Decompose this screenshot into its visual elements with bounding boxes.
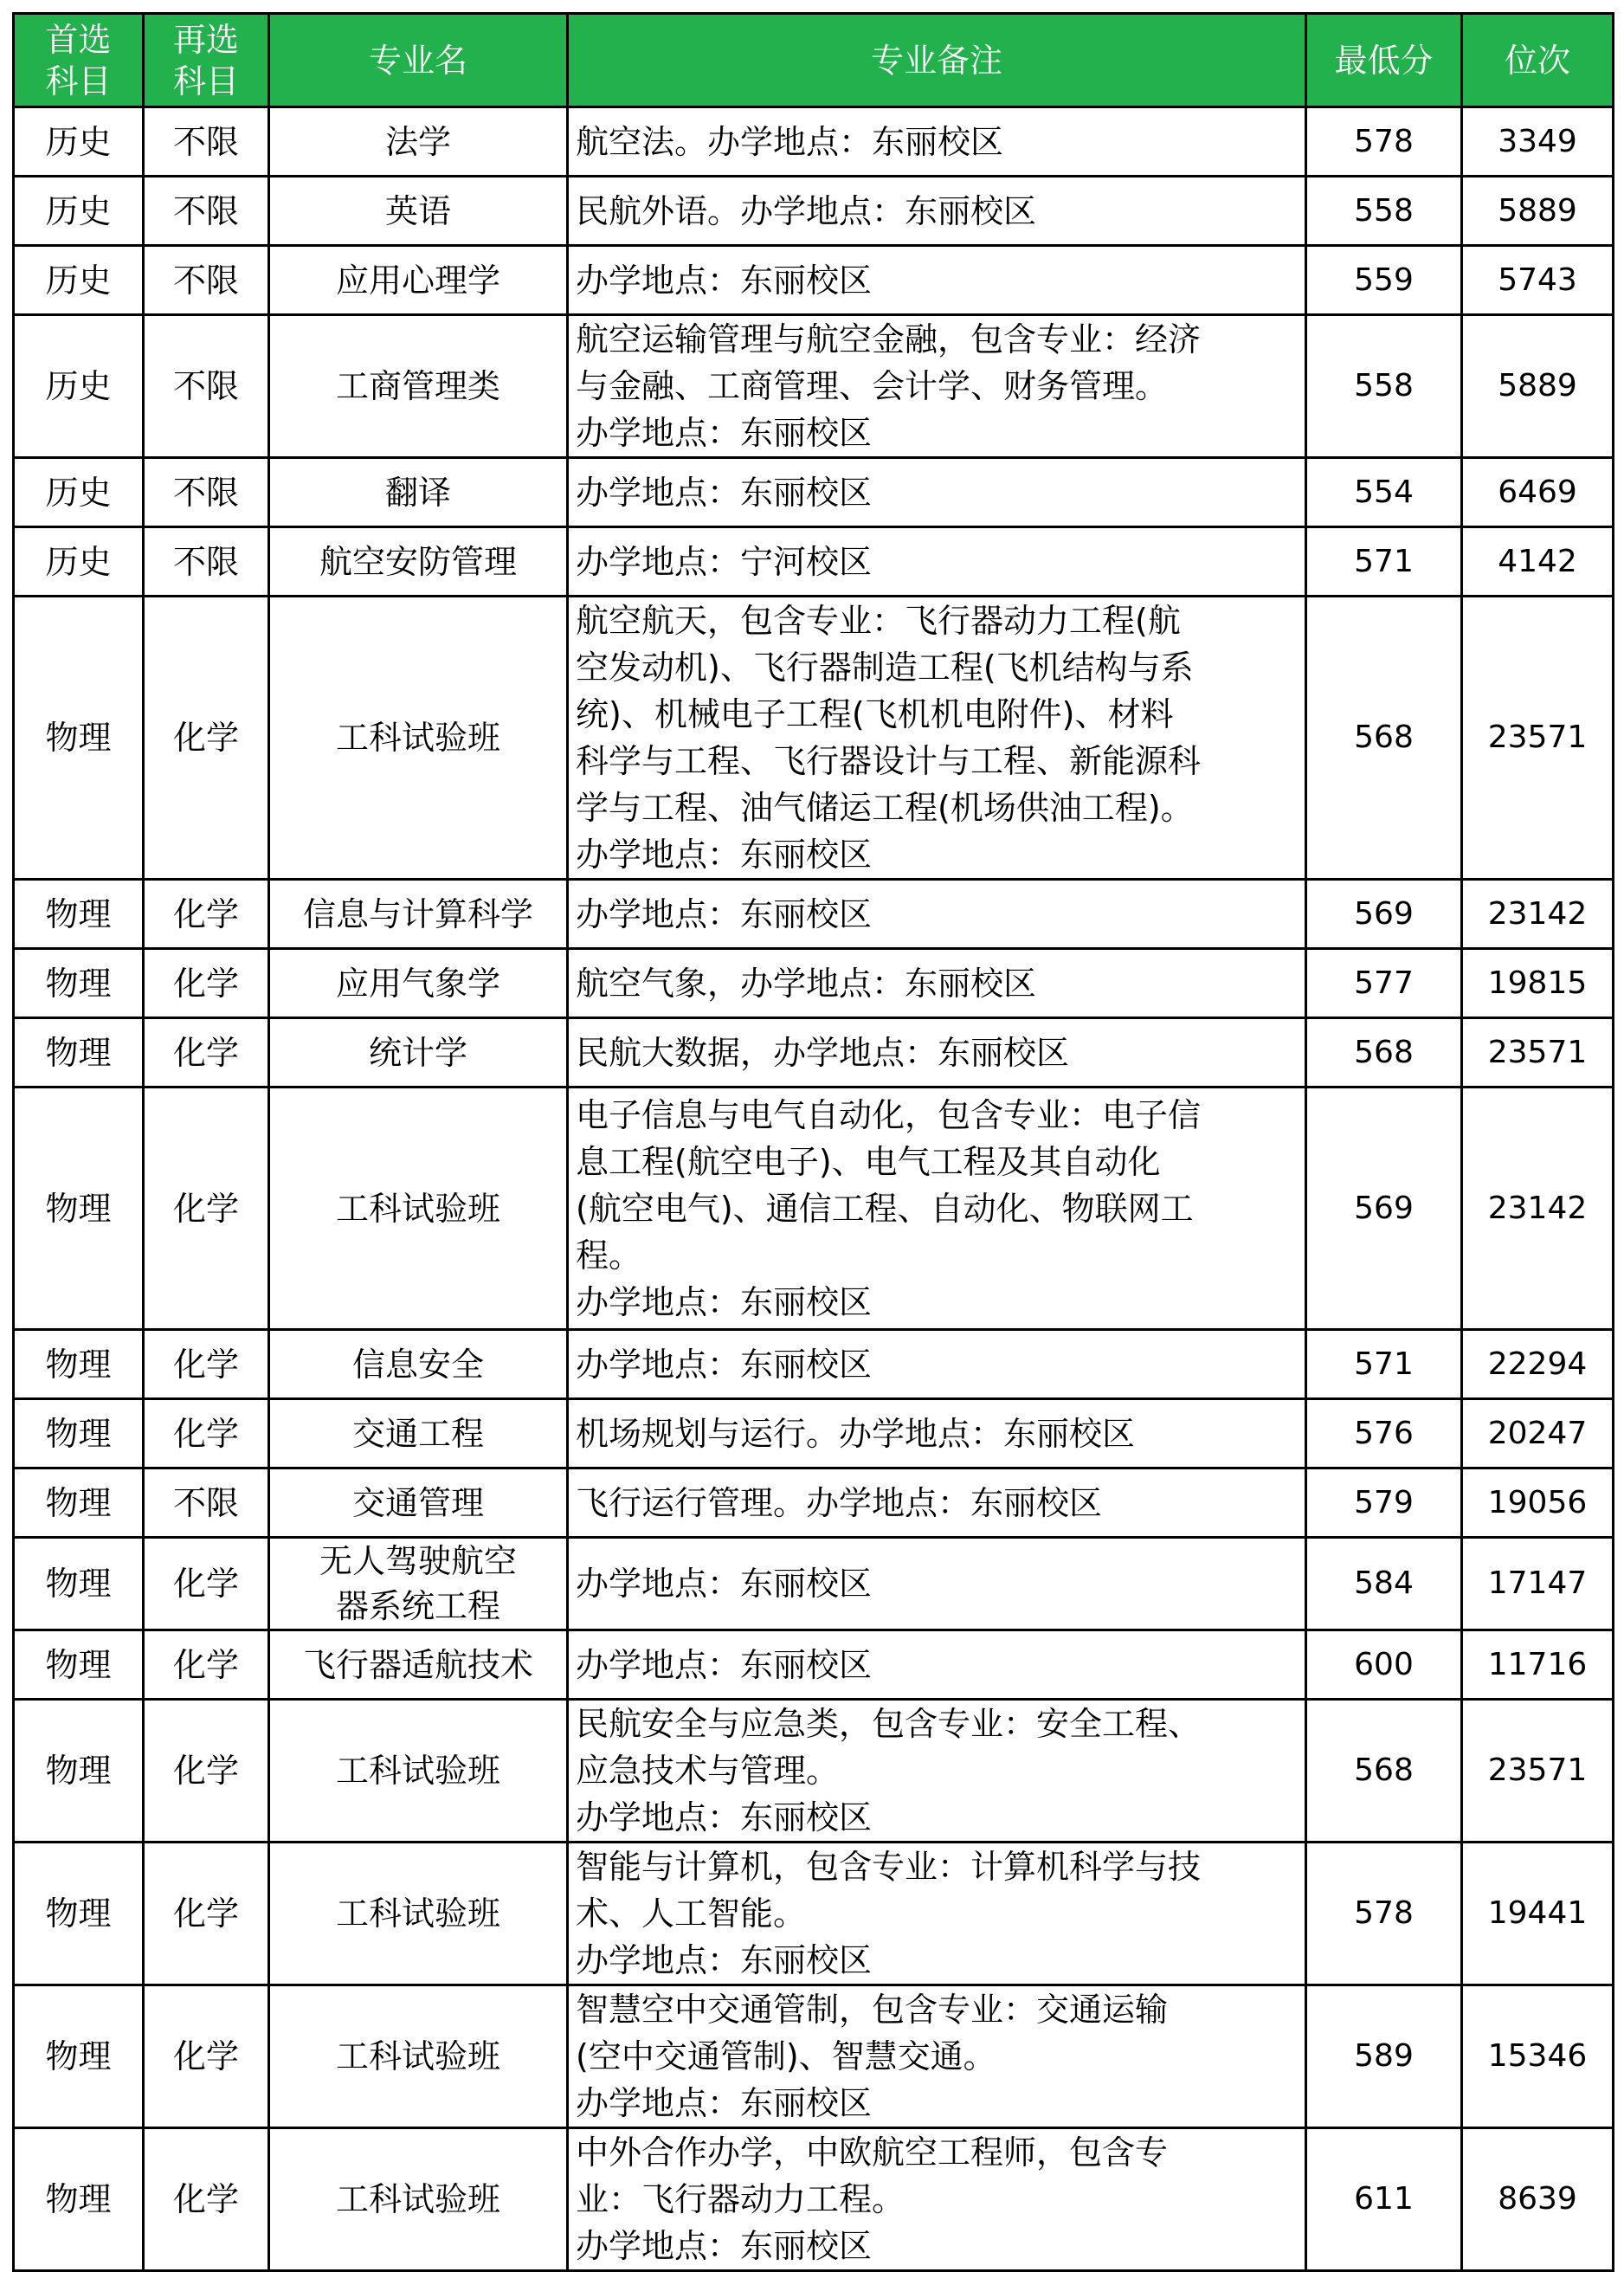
major-note-line: 术、人工智能。 [576, 1894, 807, 1933]
cell-first-subject: 物理 [14, 1018, 144, 1088]
cell-rank: 19815 [1462, 949, 1614, 1018]
major-note-line: 应急技术与管理。 [576, 1752, 840, 1790]
cell-second-subject: 不限 [144, 527, 269, 597]
cell-min-score: 600 [1306, 1630, 1462, 1700]
major-name-line: 翻译 [384, 473, 451, 512]
cell-second-subject: 化学 [144, 1985, 269, 2128]
major-note-line: (空中交通管制)、智慧交通。 [576, 2037, 996, 2075]
cell-rank: 6469 [1462, 458, 1614, 527]
header-major-name: 专业名 [269, 14, 568, 107]
major-name-line: 工科试验班 [335, 2180, 500, 2218]
table-row [14, 597, 1614, 880]
cell-major-note [568, 880, 1306, 949]
major-note-line: 办学地点：东丽校区 [576, 2227, 873, 2265]
cell-major-note [568, 1538, 1306, 1630]
cell-second-subject: 不限 [144, 107, 269, 177]
cell-min-score: 569 [1306, 1088, 1462, 1330]
major-note-line: 办学地点：宁河校区 [576, 542, 873, 581]
cell-second-subject: 不限 [144, 177, 269, 246]
major-note-line: 民航大数据，办学地点：东丽校区 [576, 1033, 1070, 1072]
cell-first-subject: 历史 [14, 458, 144, 527]
major-note-line: 航空法。办学地点：东丽校区 [576, 122, 1004, 161]
major-note-line: 办学地点：东丽校区 [576, 1345, 873, 1384]
cell-major-note [568, 1018, 1306, 1088]
cell-rank: 11716 [1462, 1630, 1614, 1700]
cell-second-subject: 化学 [144, 1018, 269, 1088]
cell-major-name [269, 458, 568, 527]
cell-major-name [269, 1843, 568, 1985]
cell-first-subject: 历史 [14, 246, 144, 315]
admission-score-table [12, 12, 1614, 2272]
major-note-line: 办学地点：东丽校区 [576, 894, 873, 933]
cell-rank: 5889 [1462, 177, 1614, 246]
major-note-line: 办学地点：东丽校区 [576, 261, 873, 300]
cell-rank: 23571 [1462, 597, 1614, 880]
cell-min-score: 578 [1306, 1843, 1462, 1985]
cell-second-subject: 化学 [144, 597, 269, 880]
cell-second-subject: 化学 [144, 1399, 269, 1468]
cell-second-subject: 不限 [144, 458, 269, 527]
major-name-line: 航空安防管理 [319, 542, 517, 581]
major-name-line: 飞行器适航技术 [302, 1645, 533, 1684]
cell-rank: 4142 [1462, 527, 1614, 597]
major-name-line: 无人驾驶航空 [319, 1542, 517, 1580]
major-name-line: 工科试验班 [335, 719, 500, 757]
table-row [14, 1018, 1614, 1088]
cell-major-note [568, 949, 1306, 1018]
cell-second-subject: 化学 [144, 1843, 269, 1985]
major-name-line: 交通工程 [351, 1414, 484, 1453]
major-note-line: 与金融、工商管理、会计学、财务管理。 [576, 367, 1169, 405]
table-row [14, 1630, 1614, 1700]
cell-major-note [568, 246, 1306, 315]
cell-rank: 22294 [1462, 1330, 1614, 1399]
major-note-line: 智慧空中交通管制，包含专业：交通运输 [576, 1991, 1169, 2029]
cell-min-score: 577 [1306, 949, 1462, 1018]
table-row [14, 246, 1614, 315]
major-note-line: 中外合作办学，中欧航空工程师，包含专 [576, 2133, 1169, 2172]
cell-major-name [269, 880, 568, 949]
table-row [14, 1538, 1614, 1630]
major-name-line: 工科试验班 [335, 1752, 500, 1790]
major-name-line: 工科试验班 [335, 2037, 500, 2075]
cell-second-subject: 化学 [144, 1330, 269, 1399]
cell-rank: 5743 [1462, 246, 1614, 315]
cell-min-score: 554 [1306, 458, 1462, 527]
cell-major-note [568, 1330, 1306, 1399]
major-note-line: 飞行运行管理。办学地点：东丽校区 [576, 1483, 1103, 1522]
cell-rank: 23142 [1462, 880, 1614, 949]
cell-major-note [568, 1399, 1306, 1468]
header-rank: 位次 [1462, 14, 1614, 107]
table-row [14, 880, 1614, 949]
major-note-line: 办学地点：东丽校区 [576, 414, 873, 452]
major-name-line: 英语 [384, 191, 451, 230]
cell-major-name [269, 1700, 568, 1843]
cell-min-score: 568 [1306, 1018, 1462, 1088]
cell-first-subject: 物理 [14, 1468, 144, 1538]
major-name-line: 工科试验班 [335, 1894, 500, 1933]
cell-first-subject: 物理 [14, 1985, 144, 2128]
cell-first-subject: 历史 [14, 315, 144, 458]
cell-major-note [568, 527, 1306, 597]
major-note-line: 民航安全与应急类，包含专业：安全工程、 [576, 1705, 1202, 1743]
table-row [14, 949, 1614, 1018]
table-row [14, 1985, 1614, 2128]
cell-first-subject: 物理 [14, 880, 144, 949]
cell-first-subject: 物理 [14, 597, 144, 880]
cell-major-note [568, 1843, 1306, 1985]
cell-first-subject: 物理 [14, 2128, 144, 2271]
major-note-line: 科学与工程、飞行器设计与工程、新能源科 [576, 742, 1202, 780]
cell-major-note [568, 1088, 1306, 1330]
cell-rank: 20247 [1462, 1399, 1614, 1468]
cell-major-name [269, 1399, 568, 1468]
major-note-line: 智能与计算机，包含专业：计算机科学与技 [576, 1848, 1202, 1886]
major-note-line: 办学地点：东丽校区 [576, 1282, 873, 1321]
header-first-subject: 首选 科目 [14, 14, 144, 107]
cell-second-subject: 化学 [144, 1700, 269, 1843]
cell-min-score: 576 [1306, 1399, 1462, 1468]
cell-min-score: 578 [1306, 107, 1462, 177]
cell-min-score: 584 [1306, 1538, 1462, 1630]
table-row [14, 1468, 1614, 1538]
cell-major-note [568, 1985, 1306, 2128]
cell-rank: 19056 [1462, 1468, 1614, 1538]
cell-rank: 5889 [1462, 315, 1614, 458]
major-name-line: 信息安全 [351, 1345, 484, 1384]
major-name-line: 信息与计算科学 [302, 894, 533, 933]
table-row [14, 527, 1614, 597]
major-note-line: 学与工程、油气储运工程(机场供油工程)。 [576, 789, 1194, 827]
cell-major-name [269, 1018, 568, 1088]
major-note-line: 航空运输管理与航空金融，包含专业：经济 [576, 320, 1202, 358]
header-min-score: 最低分 [1306, 14, 1462, 107]
cell-min-score: 559 [1306, 246, 1462, 315]
major-name-line: 统计学 [368, 1033, 467, 1072]
header-major-note: 专业备注 [568, 14, 1306, 107]
cell-major-note [568, 1468, 1306, 1538]
cell-first-subject: 物理 [14, 1843, 144, 1985]
cell-rank: 15346 [1462, 1985, 1614, 2128]
major-note-line: 统)、机械电子工程(飞机机电附件)、材料 [576, 695, 1174, 733]
cell-first-subject: 物理 [14, 1330, 144, 1399]
cell-rank: 23142 [1462, 1088, 1614, 1330]
cell-second-subject: 化学 [144, 880, 269, 949]
cell-min-score: 569 [1306, 880, 1462, 949]
cell-second-subject: 不限 [144, 315, 269, 458]
major-name-line: 法学 [384, 122, 451, 161]
major-note-line: (航空电气)、通信工程、自动化、物联网工 [576, 1189, 1194, 1228]
cell-rank: 3349 [1462, 107, 1614, 177]
cell-first-subject: 物理 [14, 949, 144, 1018]
cell-min-score: 571 [1306, 527, 1462, 597]
cell-major-name [269, 597, 568, 880]
major-note-line: 办学地点：东丽校区 [576, 1798, 873, 1836]
cell-first-subject: 物理 [14, 1630, 144, 1700]
cell-major-name [269, 1330, 568, 1399]
cell-major-name [269, 1088, 568, 1330]
cell-second-subject: 化学 [144, 949, 269, 1018]
major-note-line: 航空气象，办学地点：东丽校区 [576, 964, 1037, 1003]
major-note-line: 办学地点：东丽校区 [576, 2084, 873, 2122]
admission-table-wrapper [12, 12, 1614, 2272]
cell-major-name [269, 1468, 568, 1538]
major-note-line: 业：飞行器动力工程。 [576, 2180, 905, 2218]
cell-min-score: 568 [1306, 1700, 1462, 1843]
table-row [14, 1399, 1614, 1468]
major-note-line: 空发动机)、飞行器制造工程(飞机结构与系 [576, 649, 1194, 687]
cell-min-score: 589 [1306, 1985, 1462, 2128]
cell-second-subject: 不限 [144, 246, 269, 315]
major-name-line: 工商管理类 [335, 367, 500, 405]
cell-second-subject: 化学 [144, 2128, 269, 2271]
cell-rank: 23571 [1462, 1700, 1614, 1843]
cell-major-note [568, 597, 1306, 880]
cell-min-score: 579 [1306, 1468, 1462, 1538]
major-note-line: 息工程(航空电子)、电气工程及其自动化 [576, 1142, 1161, 1181]
header-second-subject: 再选 科目 [144, 14, 269, 107]
cell-major-name [269, 177, 568, 246]
cell-min-score: 568 [1306, 597, 1462, 880]
cell-major-note [568, 107, 1306, 177]
major-name-line: 工科试验班 [335, 1189, 500, 1228]
cell-major-name [269, 1630, 568, 1700]
table-row [14, 458, 1614, 527]
major-note-line: 办学地点：东丽校区 [576, 1645, 873, 1684]
cell-major-name [269, 949, 568, 1018]
cell-second-subject: 化学 [144, 1538, 269, 1630]
cell-first-subject: 物理 [14, 1399, 144, 1468]
cell-rank: 8639 [1462, 2128, 1614, 2271]
cell-major-name [269, 246, 568, 315]
cell-major-name [269, 527, 568, 597]
table-row [14, 1700, 1614, 1843]
major-note-line: 程。 [576, 1236, 642, 1275]
cell-first-subject: 历史 [14, 527, 144, 597]
cell-rank: 23571 [1462, 1018, 1614, 1088]
cell-major-note [568, 1700, 1306, 1843]
cell-min-score: 558 [1306, 315, 1462, 458]
major-note-line: 办学地点：东丽校区 [576, 473, 873, 512]
table-row [14, 177, 1614, 246]
cell-major-name [269, 1538, 568, 1630]
cell-min-score: 571 [1306, 1330, 1462, 1399]
header-row [14, 14, 1614, 107]
cell-first-subject: 历史 [14, 177, 144, 246]
major-note-line: 航空航天，包含专业：飞行器动力工程(航 [576, 602, 1181, 640]
table-row [14, 107, 1614, 177]
major-name-line: 应用气象学 [335, 964, 500, 1003]
cell-major-name [269, 2128, 568, 2271]
cell-first-subject: 历史 [14, 107, 144, 177]
cell-first-subject: 物理 [14, 1088, 144, 1330]
major-note-line: 民航外语。办学地点：东丽校区 [576, 191, 1037, 230]
cell-min-score: 611 [1306, 2128, 1462, 2271]
major-note-line: 办学地点：东丽校区 [576, 1941, 873, 1979]
table-row [14, 1330, 1614, 1399]
cell-major-note [568, 2128, 1306, 2271]
major-note-line: 办学地点：东丽校区 [576, 1565, 873, 1603]
cell-rank: 17147 [1462, 1538, 1614, 1630]
table-row [14, 315, 1614, 458]
cell-rank: 19441 [1462, 1843, 1614, 1985]
cell-major-name [269, 1985, 568, 2128]
table-body [14, 107, 1614, 2271]
table-row [14, 1088, 1614, 1330]
cell-first-subject: 物理 [14, 1700, 144, 1843]
cell-major-name [269, 315, 568, 458]
major-note-line: 办学地点：东丽校区 [576, 836, 873, 874]
major-name-line: 交通管理 [351, 1483, 484, 1522]
cell-major-note [568, 177, 1306, 246]
major-note-line: 电子信息与电气自动化，包含专业：电子信 [576, 1095, 1202, 1134]
table-row [14, 2128, 1614, 2271]
cell-min-score: 558 [1306, 177, 1462, 246]
major-name-line: 应用心理学 [335, 261, 500, 300]
cell-major-note [568, 1630, 1306, 1700]
table-row [14, 1843, 1614, 1985]
cell-major-name [269, 107, 568, 177]
cell-major-note [568, 315, 1306, 458]
major-note-line: 机场规划与运行。办学地点：东丽校区 [576, 1414, 1136, 1453]
cell-first-subject: 物理 [14, 1538, 144, 1630]
cell-second-subject: 化学 [144, 1088, 269, 1330]
cell-second-subject: 不限 [144, 1468, 269, 1538]
cell-second-subject: 化学 [144, 1630, 269, 1700]
major-name-line: 器系统工程 [335, 1587, 500, 1625]
cell-major-note [568, 458, 1306, 527]
